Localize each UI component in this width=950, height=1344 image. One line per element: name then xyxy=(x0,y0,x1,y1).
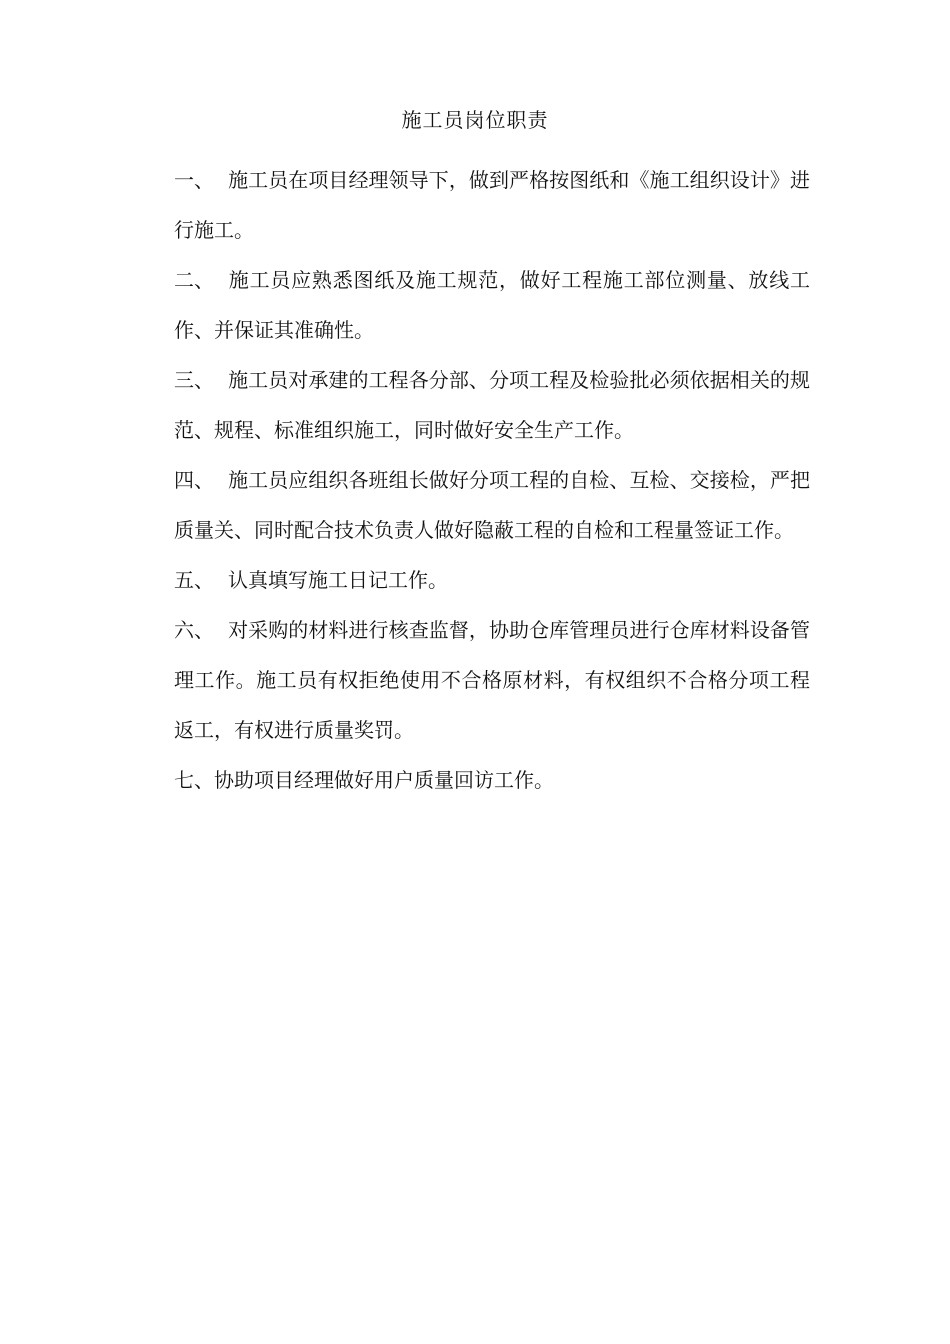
duty-item-7 xyxy=(174,755,810,805)
item-text: 认真填写施工日记工作。 xyxy=(228,568,448,592)
item-number: 一、 xyxy=(174,168,214,192)
item-number: 六、 xyxy=(174,618,214,642)
duty-item-4 xyxy=(174,455,810,555)
item-text: 对采购的材料进行核查监督，协助仓库管理员进行仓库材料设备管理工作。施工员有权拒绝使用不合格原材料，有权组织不合格分项工程返工，有权进行质量奖罚。 xyxy=(174,618,810,742)
item-text: 施工员对承建的工程各分部、分项工程及检验批必须依据相关的规范、规程、标准组织施工，同时做好安全生产工作。 xyxy=(174,368,810,442)
item-text: 协助项目经理做好用户质量回访工作。 xyxy=(214,768,554,792)
item-text: 施工员应熟悉图纸及施工规范，做好工程施工部位测量、放线工作、并保证其准确性。 xyxy=(174,268,810,342)
item-number: 四、 xyxy=(174,468,214,492)
duty-item-5 xyxy=(174,555,810,605)
duty-item-2 xyxy=(174,255,810,355)
duty-item-3 xyxy=(174,355,810,455)
document-title: 施工员岗位职责 xyxy=(401,108,549,132)
duty-item-6 xyxy=(174,605,810,755)
item-number: 五、 xyxy=(174,568,214,592)
document-body xyxy=(174,155,810,805)
duty-item-1 xyxy=(174,155,810,255)
item-number: 二、 xyxy=(174,268,214,292)
item-number: 七、 xyxy=(174,768,214,792)
item-number: 三、 xyxy=(174,368,214,392)
item-text: 施工员在项目经理领导下，做到严格按图纸和《施工组织设计》进行施工。 xyxy=(174,168,810,242)
item-text: 施工员应组织各班组长做好分项工程的自检、互检、交接检，严把质量关、同时配合技术负责人做好隐蔽工程的自检和工程量签证工作。 xyxy=(174,468,810,542)
